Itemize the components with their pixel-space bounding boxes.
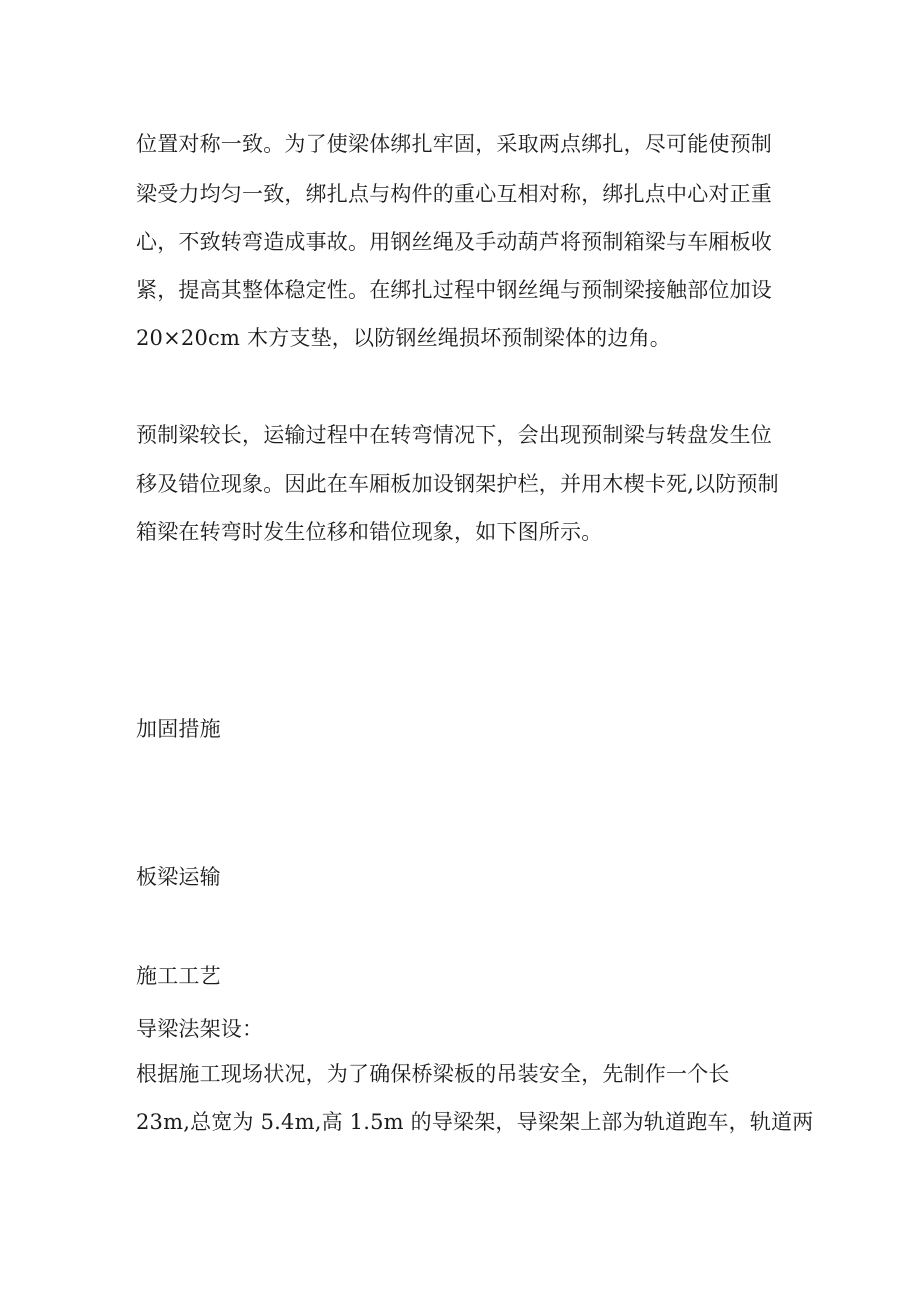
heading-guide-beam-erection: 导梁法架设：: [136, 1017, 264, 1041]
heading-construction-process: 施工工艺: [136, 964, 221, 988]
paragraph1-line-4: 紧，提高其整体稳定性。在绑扎过程中钢丝绳与预制梁接触部位加设: [136, 278, 772, 302]
paragraph3-line-2: 23m,总宽为 5.4m,高 1.5m 的导梁架，导梁架上部为轨道跑车，轨道两: [136, 1110, 814, 1134]
heading-reinforcement: 加固措施: [136, 717, 221, 741]
paragraph3-line-1: 根据施工现场状况，为了确保桥梁板的吊装安全，先制作一个长: [136, 1062, 730, 1086]
paragraph2-line-1: 预制梁较长，运输过程中在转弯情况下，会出现预制梁与转盘发生位: [136, 423, 772, 447]
paragraph1-line-1: 位置对称一致。为了使梁体绑扎牢固，采取两点绑扎，尽可能使预制: [136, 132, 772, 156]
paragraph2-line-3: 箱梁在转弯时发生位移和错位现象，如下图所示。: [136, 520, 603, 544]
heading-slab-transport: 板梁运输: [136, 865, 221, 889]
paragraph1-line-3: 心，不致转弯造成事故。用钢丝绳及手动葫芦将预制箱梁与车厢板收: [136, 230, 772, 254]
paragraph2-line-2: 移及错位现象。因此在车厢板加设钢架护栏，并用木楔卡死,以防预制: [136, 472, 779, 496]
paragraph1-line-5: 20×20cm 木方支垫，以防钢丝绳损坏预制梁体的边角。: [136, 326, 671, 350]
paragraph1-line-2: 梁受力均匀一致，绑扎点与构件的重心互相对称，绑扎点中心对正重: [136, 182, 772, 206]
